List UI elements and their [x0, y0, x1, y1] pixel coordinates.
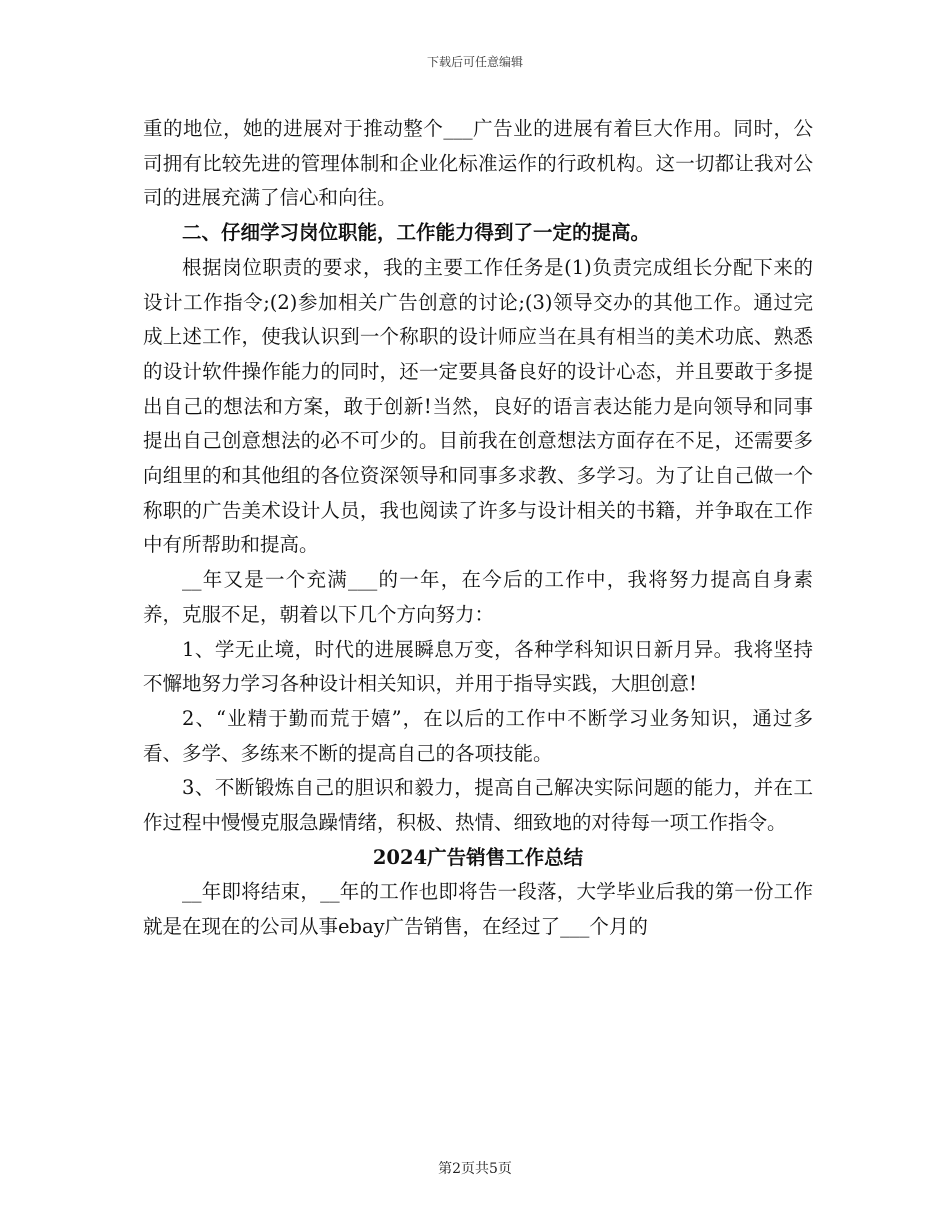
section-heading: 二、仔细学习岗位职能，工作能力得到了一定的提高。 [182, 221, 651, 245]
list-item-1: 1、学无止境，时代的进展瞬息万变，各种学科知识日新月异。我将坚持不懈地努力学习各种设计相关知识，并用于指导实践，大胆创意! [143, 637, 813, 696]
document-title: 2024广告销售工作总结 [372, 845, 584, 869]
paragraph-duties: 根据岗位职责的要求，我的主要工作任务是(1)负责完成组长分配下来的设计工作指令;(2)参加相关广告创意的讨论;(3)领导交办的其他工作。通过完成上述工作，使我认识到一个称职的设计师应当在具有相当的美术功底、熟悉的设计软件操作能力的同时，还一定要具备良好的设计心态，并且要敢于多提出自己的想法和方案，敢于创新!当然，良好的语言表达能力是向领导和同事提出自己创意想法的必不可少的。目前我在创意想法方面存在不足，还需要多向组里的和其他组的各位资深领导和同事多求教、多学习。为了让自己做一个称职的广告美术设计人员，我也阅读了许多与设计相关的书籍，并争取在工作中有所帮助和提高。 [143, 255, 813, 557]
page-number: 第2页共5页 [438, 1161, 512, 1177]
paragraph-summary-start: __年即将结束，__年的工作也即将告一段落，大学毕业后我的第一份工作就是在现在的公司从事ebay广告销售，在经过了___个月的 [143, 880, 813, 939]
list-item-2: 2、“业精于勤而荒于嬉”，在以后的工作中不断学习业务知识，通过多看、多学、多练来不断的提高自己的各项技能。 [143, 706, 813, 765]
page-header: 下载后可任意编辑 [426, 55, 523, 69]
paragraph-continuation: 重的地位，她的进展对于推动整个___广告业的进展有着巨大作用。同时，公司拥有比较先进的管理体制和企业化标准运作的行政机构。这一切都让我对公司的进展充满了信心和向往。 [143, 117, 813, 210]
list-item-3: 3、不断锻炼自己的胆识和毅力，提高自己解决实际问题的能力，并在工作过程中慢慢克服急躁情绪，积极、热情、细致地的对待每一项工作指令。 [143, 776, 813, 835]
paragraph-plans-intro: __年又是一个充满___的一年，在今后的工作中，我将努力提高自身素养，克服不足，朝着以下几个方向努力： [143, 568, 813, 626]
document-body [143, 112, 813, 945]
